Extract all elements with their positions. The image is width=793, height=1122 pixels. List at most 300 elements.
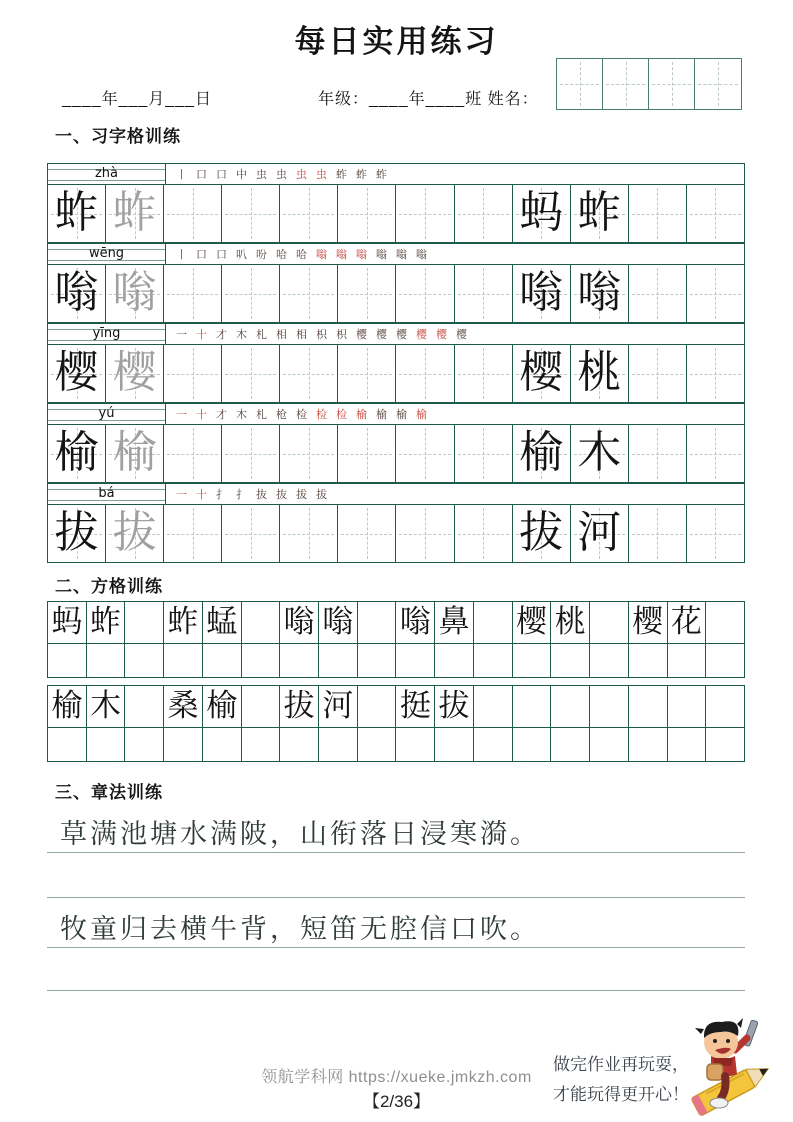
word-character: 樱 bbox=[519, 347, 564, 398]
stroke-order-glyph: 检 bbox=[296, 407, 307, 421]
stroke-order-strip bbox=[166, 244, 744, 264]
name-grid-cell bbox=[557, 59, 603, 109]
page-number: 【2/36】 bbox=[362, 1092, 431, 1111]
stroke-order-glyph: 木 bbox=[236, 327, 247, 341]
slogan-line-2: 才能玩得更开心！ bbox=[553, 1085, 689, 1105]
stroke-order-glyph: 检 bbox=[336, 407, 347, 421]
practice-cell bbox=[222, 345, 280, 402]
cell-guide-horizontal bbox=[225, 374, 276, 375]
practice-cell bbox=[687, 425, 744, 482]
trace-character: 蚱 bbox=[112, 187, 157, 238]
square-cell bbox=[164, 686, 203, 727]
practice-cell bbox=[455, 345, 513, 402]
cell-guide-horizontal bbox=[225, 534, 276, 535]
cell-guide-horizontal bbox=[458, 454, 509, 455]
stroke-order-glyph: 虫 bbox=[316, 167, 327, 181]
pinyin-label: yú bbox=[98, 406, 115, 421]
stroke-order-glyph: 札 bbox=[256, 407, 267, 421]
square-cell bbox=[590, 602, 629, 643]
cell-guide-horizontal bbox=[225, 294, 276, 295]
stroke-order-glyph: 丨 bbox=[176, 247, 187, 261]
square-cell bbox=[474, 686, 513, 727]
square-cell bbox=[513, 686, 552, 727]
writing-line bbox=[47, 990, 745, 991]
practice-cell bbox=[513, 265, 571, 322]
square-cell bbox=[590, 644, 629, 677]
cell-guide-horizontal bbox=[458, 214, 509, 215]
square-grid-b bbox=[47, 685, 745, 762]
stroke-order-glyph: 才 bbox=[216, 327, 227, 341]
stroke-order-glyph: 榆 bbox=[376, 407, 387, 421]
pinyin-box bbox=[48, 324, 166, 344]
square-cell bbox=[125, 644, 164, 677]
square-cell bbox=[280, 728, 319, 761]
practice-cell bbox=[164, 345, 222, 402]
pinyin-label: zhà bbox=[94, 166, 119, 181]
stroke-order-glyph: 蚱 bbox=[356, 167, 367, 181]
cell-guide-horizontal bbox=[690, 454, 741, 455]
composition-sentence-1: 草满池塘水满陂，山衔落日浸寒漪。 bbox=[60, 819, 540, 850]
practice-cell bbox=[164, 185, 222, 242]
practice-cell bbox=[687, 265, 744, 322]
square-cell-character: 蜢 bbox=[206, 604, 238, 640]
stroke-order-glyph: 虫 bbox=[256, 167, 267, 181]
pinyin-label: yīng bbox=[92, 326, 121, 341]
square-cell bbox=[48, 728, 87, 761]
cell-guide-horizontal bbox=[341, 214, 392, 215]
practice-cell bbox=[396, 185, 454, 242]
practice-row-cells bbox=[47, 264, 745, 323]
stroke-order-glyph: 口 bbox=[216, 247, 227, 261]
square-cell bbox=[396, 686, 435, 727]
stroke-order-glyph: 榆 bbox=[356, 407, 367, 421]
cell-guide-horizontal bbox=[458, 534, 509, 535]
stroke-order-glyph: 丨 bbox=[176, 167, 187, 181]
practice-row bbox=[47, 163, 745, 243]
pinyin-label: bá bbox=[98, 486, 115, 501]
section3-heading: 三、章法训练 bbox=[55, 783, 163, 802]
practice-row bbox=[47, 243, 745, 323]
cell-guide-horizontal bbox=[606, 84, 645, 85]
stroke-order-glyph: 相 bbox=[276, 327, 287, 341]
stroke-order-glyph: 拔 bbox=[296, 487, 307, 501]
stroke-order-glyph: 樱 bbox=[456, 327, 467, 341]
name-grid-cell bbox=[603, 59, 649, 109]
cell-guide-horizontal bbox=[652, 84, 691, 85]
practice-row-header bbox=[47, 483, 745, 504]
practice-cell bbox=[629, 185, 687, 242]
cell-guide-horizontal bbox=[283, 534, 334, 535]
practice-cell bbox=[106, 185, 164, 242]
square-grid-word-row bbox=[48, 686, 744, 728]
practice-cell bbox=[280, 425, 338, 482]
practice-cell bbox=[687, 185, 744, 242]
practice-cell bbox=[164, 505, 222, 562]
practice-cell bbox=[687, 345, 744, 402]
square-cell bbox=[435, 686, 474, 727]
stroke-order-glyph: 抜 bbox=[256, 487, 267, 501]
cell-guide-horizontal bbox=[399, 214, 450, 215]
stroke-order-glyph: 才 bbox=[216, 407, 227, 421]
practice-row bbox=[47, 323, 745, 403]
practice-cell bbox=[222, 505, 280, 562]
cell-guide-horizontal bbox=[690, 374, 741, 375]
stroke-order-glyph: 十 bbox=[196, 487, 207, 501]
practice-cell bbox=[396, 425, 454, 482]
practice-cell bbox=[396, 265, 454, 322]
stroke-order-glyph: 吩 bbox=[256, 247, 267, 261]
square-cell bbox=[164, 644, 203, 677]
trace-character: 拔 bbox=[112, 507, 157, 558]
cell-guide-horizontal bbox=[341, 534, 392, 535]
square-cell bbox=[435, 728, 474, 761]
cell-guide-horizontal bbox=[283, 454, 334, 455]
cell-guide-horizontal bbox=[225, 454, 276, 455]
writing-line bbox=[47, 852, 745, 853]
stroke-order-glyph: 枪 bbox=[276, 407, 287, 421]
stroke-order-glyph: 口 bbox=[196, 247, 207, 261]
practice-cell bbox=[571, 425, 629, 482]
square-cell-character: 挺 bbox=[399, 688, 431, 724]
stroke-order-glyph: 口 bbox=[216, 167, 227, 181]
square-cell bbox=[319, 728, 358, 761]
practice-cell bbox=[222, 185, 280, 242]
square-cell bbox=[513, 602, 552, 643]
square-grid-blank-row bbox=[48, 728, 744, 761]
square-grid-blank-row bbox=[48, 644, 744, 677]
practice-cell bbox=[513, 505, 571, 562]
cell-guide-horizontal bbox=[632, 214, 683, 215]
square-cell bbox=[203, 728, 242, 761]
square-cell bbox=[513, 644, 552, 677]
example-character: 嗡 bbox=[54, 267, 99, 318]
example-character: 榆 bbox=[54, 427, 99, 478]
practice-cell bbox=[338, 185, 396, 242]
practice-cell bbox=[571, 185, 629, 242]
practice-cell bbox=[455, 505, 513, 562]
square-cell bbox=[668, 728, 707, 761]
square-cell-character: 蚱 bbox=[167, 604, 199, 640]
practice-cell bbox=[48, 345, 106, 402]
square-cell-character: 拔 bbox=[438, 688, 470, 724]
cell-guide-horizontal bbox=[458, 374, 509, 375]
square-cell-character: 嗡 bbox=[399, 604, 431, 640]
word-character: 榆 bbox=[519, 427, 564, 478]
word-character: 嗡 bbox=[519, 267, 564, 318]
square-grid-a bbox=[47, 601, 745, 678]
cell-guide-horizontal bbox=[399, 294, 450, 295]
practice-cell bbox=[48, 265, 106, 322]
word-character: 蚱 bbox=[577, 187, 622, 238]
square-cell-character: 榆 bbox=[51, 688, 83, 724]
square-cell bbox=[551, 602, 590, 643]
square-cell bbox=[629, 686, 668, 727]
stroke-order-glyph: 扌 bbox=[216, 487, 227, 501]
cell-guide-horizontal bbox=[399, 454, 450, 455]
stroke-order-glyph: 樱 bbox=[356, 327, 367, 341]
word-character: 蚂 bbox=[519, 187, 564, 238]
square-cell bbox=[164, 602, 203, 643]
stroke-order-glyph: 嗡 bbox=[376, 247, 387, 261]
stroke-order-glyph: 拔 bbox=[316, 487, 327, 501]
practice-cell bbox=[280, 265, 338, 322]
square-cell-character: 花 bbox=[670, 604, 702, 640]
cell-guide-horizontal bbox=[690, 294, 741, 295]
practice-cell bbox=[513, 185, 571, 242]
square-cell bbox=[668, 644, 707, 677]
stroke-order-glyph: 虫 bbox=[276, 167, 287, 181]
stroke-order-glyph: 蚱 bbox=[336, 167, 347, 181]
stroke-order-glyph: 樱 bbox=[436, 327, 447, 341]
writing-line bbox=[47, 947, 745, 948]
stroke-order-glyph: 枳 bbox=[336, 327, 347, 341]
square-cell bbox=[125, 686, 164, 727]
practice-cell bbox=[222, 425, 280, 482]
stroke-order-strip bbox=[166, 484, 744, 504]
square-cell bbox=[203, 602, 242, 643]
cell-guide-horizontal bbox=[283, 294, 334, 295]
word-character: 木 bbox=[577, 427, 622, 478]
practice-row-header bbox=[47, 243, 745, 264]
square-cell bbox=[668, 686, 707, 727]
grade-name-line: 年级：____年____班 姓名： bbox=[318, 91, 539, 108]
square-cell bbox=[706, 644, 744, 677]
practice-cell bbox=[455, 425, 513, 482]
stroke-order-glyph: 樱 bbox=[416, 327, 427, 341]
square-cell bbox=[706, 602, 744, 643]
square-cell bbox=[551, 728, 590, 761]
cell-guide-horizontal bbox=[167, 454, 218, 455]
word-character: 拔 bbox=[519, 507, 564, 558]
stroke-order-glyph: 枳 bbox=[316, 327, 327, 341]
cell-guide-horizontal bbox=[632, 374, 683, 375]
section1-heading: 一、习字格训练 bbox=[55, 127, 181, 146]
cell-guide-horizontal bbox=[690, 534, 741, 535]
stroke-order-glyph: 哈 bbox=[296, 247, 307, 261]
stroke-order-glyph: 樱 bbox=[396, 327, 407, 341]
stroke-order-glyph: 札 bbox=[256, 327, 267, 341]
square-cell-character: 蚂 bbox=[51, 604, 83, 640]
practice-row-cells bbox=[47, 344, 745, 403]
practice-cell bbox=[48, 185, 106, 242]
trace-character: 樱 bbox=[112, 347, 157, 398]
practice-cell bbox=[629, 265, 687, 322]
cell-guide-horizontal bbox=[225, 214, 276, 215]
square-cell bbox=[474, 602, 513, 643]
section2-heading: 二、方格训练 bbox=[55, 577, 163, 596]
square-cell bbox=[125, 728, 164, 761]
square-cell bbox=[396, 728, 435, 761]
practice-cell bbox=[629, 505, 687, 562]
square-grid-word-row bbox=[48, 602, 744, 644]
square-cell bbox=[435, 644, 474, 677]
practice-cell bbox=[455, 265, 513, 322]
cell-guide-horizontal bbox=[690, 214, 741, 215]
stroke-order-glyph: 十 bbox=[196, 407, 207, 421]
practice-cell bbox=[280, 185, 338, 242]
cell-guide-horizontal bbox=[283, 374, 334, 375]
stroke-order-glyph: 樱 bbox=[376, 327, 387, 341]
practice-row bbox=[47, 403, 745, 483]
practice-row bbox=[47, 483, 745, 563]
square-cell bbox=[629, 602, 668, 643]
practice-cell bbox=[629, 425, 687, 482]
example-character: 拔 bbox=[54, 507, 99, 558]
square-cell bbox=[280, 602, 319, 643]
stroke-order-glyph: 检 bbox=[316, 407, 327, 421]
square-cell bbox=[629, 644, 668, 677]
practice-cell bbox=[571, 265, 629, 322]
square-cell-character: 拔 bbox=[283, 688, 315, 724]
stroke-order-glyph: 叭 bbox=[236, 247, 247, 261]
stroke-order-glyph: 扌 bbox=[236, 487, 247, 501]
square-cell bbox=[164, 728, 203, 761]
word-character: 桃 bbox=[577, 347, 622, 398]
pinyin-box bbox=[48, 404, 166, 424]
cell-guide-horizontal bbox=[458, 294, 509, 295]
square-cell-character: 鼻 bbox=[438, 604, 470, 640]
pinyin-box bbox=[48, 164, 166, 184]
stroke-order-glyph: 木 bbox=[236, 407, 247, 421]
square-cell bbox=[551, 644, 590, 677]
practice-cell bbox=[513, 345, 571, 402]
square-cell bbox=[590, 728, 629, 761]
square-cell bbox=[358, 602, 397, 643]
stroke-order-strip bbox=[166, 404, 744, 424]
practice-cell bbox=[164, 265, 222, 322]
stroke-order-glyph: 嗡 bbox=[416, 247, 427, 261]
stroke-order-glyph: 蚱 bbox=[376, 167, 387, 181]
pinyin-box bbox=[48, 244, 166, 264]
practice-cell bbox=[106, 425, 164, 482]
practice-cell bbox=[106, 345, 164, 402]
example-character: 樱 bbox=[54, 347, 99, 398]
practice-cell bbox=[338, 425, 396, 482]
square-cell bbox=[203, 686, 242, 727]
square-cell-character: 木 bbox=[90, 688, 122, 724]
square-cell bbox=[590, 686, 629, 727]
practice-cell bbox=[571, 345, 629, 402]
square-cell bbox=[396, 602, 435, 643]
square-cell bbox=[242, 728, 281, 761]
square-cell-character: 嗡 bbox=[283, 604, 315, 640]
stroke-order-glyph: 中 bbox=[236, 167, 247, 181]
square-cell bbox=[358, 686, 397, 727]
stroke-order-strip bbox=[166, 164, 744, 184]
practice-cell bbox=[106, 505, 164, 562]
practice-cell bbox=[48, 425, 106, 482]
cell-guide-horizontal bbox=[632, 534, 683, 535]
square-cell bbox=[242, 686, 281, 727]
square-cell bbox=[319, 644, 358, 677]
square-cell bbox=[319, 602, 358, 643]
square-cell bbox=[87, 602, 126, 643]
cell-guide-horizontal bbox=[167, 374, 218, 375]
square-cell bbox=[396, 644, 435, 677]
practice-cell bbox=[48, 505, 106, 562]
practice-cell bbox=[280, 505, 338, 562]
square-cell bbox=[48, 602, 87, 643]
practice-cell bbox=[396, 345, 454, 402]
square-cell bbox=[358, 728, 397, 761]
cell-guide-horizontal bbox=[632, 454, 683, 455]
stroke-order-glyph: 相 bbox=[296, 327, 307, 341]
practice-cell bbox=[571, 505, 629, 562]
practice-cell bbox=[687, 505, 744, 562]
square-cell bbox=[474, 728, 513, 761]
name-grid-cell bbox=[649, 59, 695, 109]
stroke-order-glyph: 抜 bbox=[276, 487, 287, 501]
date-line: ____年___月___日 bbox=[62, 91, 212, 108]
practice-cell bbox=[338, 345, 396, 402]
word-character: 河 bbox=[577, 507, 622, 558]
writing-line bbox=[47, 897, 745, 898]
practice-cell bbox=[629, 345, 687, 402]
practice-row-header bbox=[47, 403, 745, 424]
stroke-order-glyph: 口 bbox=[196, 167, 207, 181]
cell-guide-horizontal bbox=[283, 214, 334, 215]
square-cell-character: 樱 bbox=[515, 604, 547, 640]
square-cell bbox=[668, 602, 707, 643]
stroke-order-glyph: 一 bbox=[176, 407, 187, 421]
stroke-order-glyph: 榆 bbox=[396, 407, 407, 421]
square-cell bbox=[87, 728, 126, 761]
example-character: 蚱 bbox=[54, 187, 99, 238]
square-cell-character: 蚱 bbox=[90, 604, 122, 640]
square-cell bbox=[48, 686, 87, 727]
stroke-order-glyph: 榆 bbox=[416, 407, 427, 421]
practice-cell bbox=[222, 265, 280, 322]
name-grid bbox=[556, 58, 742, 110]
practice-cell bbox=[513, 425, 571, 482]
site-watermark: 领航学科网 https://xueke.jmkzh.com bbox=[261, 1069, 532, 1086]
practice-row-header bbox=[47, 163, 745, 184]
practice-row-cells bbox=[47, 184, 745, 243]
square-cell bbox=[706, 686, 744, 727]
practice-cell bbox=[396, 505, 454, 562]
pinyin-label: wēng bbox=[88, 246, 125, 261]
square-cell-character: 桃 bbox=[554, 604, 586, 640]
cell-guide-horizontal bbox=[341, 294, 392, 295]
square-cell bbox=[48, 644, 87, 677]
square-cell bbox=[242, 644, 281, 677]
square-cell bbox=[435, 602, 474, 643]
square-cell bbox=[125, 602, 164, 643]
cell-guide-horizontal bbox=[167, 534, 218, 535]
square-cell bbox=[87, 644, 126, 677]
practice-cell bbox=[338, 265, 396, 322]
practice-row-header bbox=[47, 323, 745, 344]
square-cell bbox=[474, 644, 513, 677]
stroke-order-glyph: 嗡 bbox=[316, 247, 327, 261]
composition-sentence-2: 牧童归去横牛背，短笛无腔信口吹。 bbox=[60, 914, 540, 945]
practice-cell bbox=[280, 345, 338, 402]
cell-guide-horizontal bbox=[167, 294, 218, 295]
practice-row-cells bbox=[47, 424, 745, 483]
square-cell bbox=[358, 644, 397, 677]
practice-cell bbox=[338, 505, 396, 562]
square-cell-character: 嗡 bbox=[322, 604, 354, 640]
page-title: 每日实用练习 bbox=[294, 24, 499, 59]
square-cell bbox=[629, 728, 668, 761]
practice-cell bbox=[106, 265, 164, 322]
square-cell-character: 河 bbox=[322, 688, 354, 724]
practice-cell bbox=[455, 185, 513, 242]
square-cell-character: 樱 bbox=[632, 604, 664, 640]
square-cell bbox=[513, 728, 552, 761]
cell-guide-horizontal bbox=[341, 454, 392, 455]
stroke-order-glyph: 哈 bbox=[276, 247, 287, 261]
